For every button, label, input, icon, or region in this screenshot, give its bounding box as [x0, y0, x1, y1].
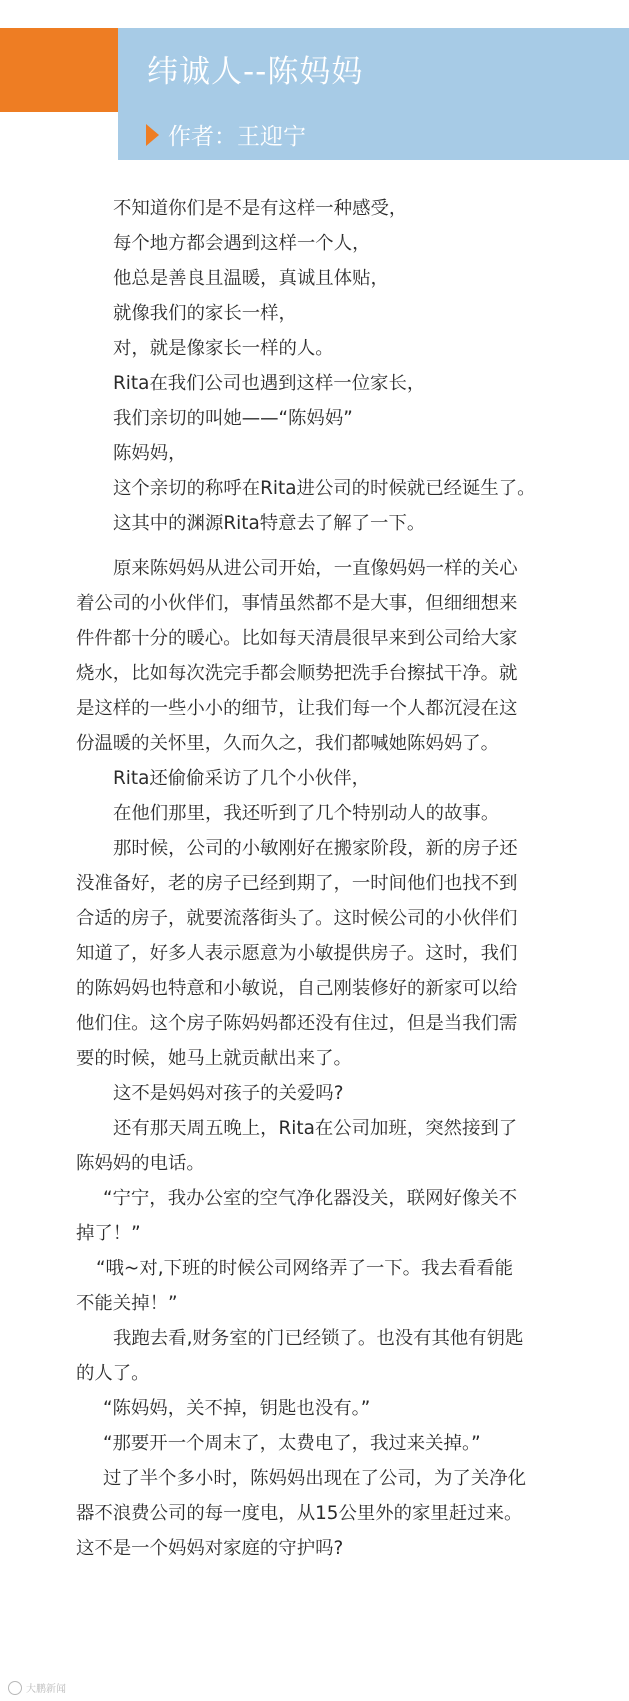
body-line: 原来陈妈妈从进公司开始，一直像妈妈一样的关心	[113, 558, 518, 579]
body-line: 器不浪费公司的每一度电，从15公里外的家里赶过来。	[76, 1503, 523, 1524]
body-line: “哦~对,下班的时候公司网络弄了一下。我去看看能	[96, 1258, 513, 1279]
body-line: 他总是善良且温暖，真诚且体贴，	[113, 268, 389, 289]
body-line: 合适的房子，就要流落街头了。这时候公司的小伙伴们	[76, 908, 518, 929]
body-line: 这不是妈妈对孩子的关爱吗?	[113, 1083, 344, 1104]
watermark-logo-icon	[8, 1681, 22, 1695]
triangle-marker-icon	[146, 124, 159, 146]
body-line: 份温暖的关怀里，久而久之，我们都喊她陈妈妈了。	[76, 733, 499, 754]
body-line: Rita还偷偷采访了几个小伙伴，	[113, 768, 371, 789]
body-line: 掉了！”	[76, 1223, 141, 1244]
body-line: 知道了，好多人表示愿意为小敏提供房子。这时，我们	[76, 943, 518, 964]
body-line: 这个亲切的称呼在Rita进公司的时候就已经诞生了。	[113, 478, 536, 499]
author-label: 作者：王迎宁	[168, 124, 306, 150]
body-line: 不知道你们是不是有这样一种感受，	[113, 198, 408, 219]
body-line: Rita在我们公司也遇到这样一位家长，	[113, 373, 426, 394]
body-line: 那时候，公司的小敏刚好在搬家阶段，新的房子还	[113, 838, 518, 859]
body-line: 件件都十分的暖心。比如每天清晨很早来到公司给大家	[76, 628, 518, 649]
body-line: 就像我们的家长一样，	[113, 303, 297, 324]
body-line: 着公司的小伙伴们，事情虽然都不是大事，但细细想来	[76, 593, 518, 614]
body-line: 烧水，比如每次洗完手都会顺势把洗手台擦拭干净。就	[76, 663, 518, 684]
body-line: “宁宁，我办公室的空气净化器没关，联网好像关不	[103, 1188, 518, 1209]
body-line: 每个地方都会遇到这样一个人，	[113, 233, 371, 254]
body-line: 不能关掉！”	[76, 1293, 178, 1314]
body-line: “陈妈妈，关不掉，钥匙也没有。”	[103, 1398, 371, 1419]
body-line: 的陈妈妈也特意和小敏说，自己刚装修好的新家可以给	[76, 978, 518, 999]
body-line: 我们亲切的叫她——“陈妈妈”	[113, 408, 353, 429]
body-line: 的人了。	[76, 1363, 150, 1384]
body-line: “那要开一个周末了，太费电了，我过来关掉。”	[103, 1433, 481, 1454]
watermark	[8, 1680, 66, 1695]
body-line: 这其中的渊源Rita特意去了解了一下。	[113, 513, 426, 534]
body-line: 这不是一个妈妈对家庭的守护吗?	[76, 1538, 344, 1559]
body-line: 我跑去看,财务室的门已经锁了。也没有其他有钥匙	[113, 1328, 524, 1349]
body-line: 没准备好，老的房子已经到期了，一时间他们也找不到	[76, 873, 518, 894]
body-line: 陈妈妈的电话。	[76, 1153, 205, 1174]
body-line: 过了半个多小时，陈妈妈出现在了公司，为了关净化	[103, 1468, 526, 1489]
watermark-text: 大鹏新闻	[26, 1684, 66, 1695]
body-line: 陈妈妈，	[113, 443, 187, 464]
author-row	[146, 118, 306, 151]
body-line: 对，就是像家长一样的人。	[113, 338, 334, 359]
body-line: 还有那天周五晚上，Rita在公司加班，突然接到了	[113, 1118, 518, 1139]
body-line: 是这样的一些小小的细节，让我们每一个人都沉浸在这	[76, 698, 518, 719]
article-title: 纬诚人--陈妈妈	[147, 54, 364, 90]
body-line: 他们住。这个房子陈妈妈都还没有住过，但是当我们需	[76, 1013, 518, 1034]
body-line: 要的时候，她马上就贡献出来了。	[76, 1048, 352, 1069]
body-line: 在他们那里，我还听到了几个特别动人的故事。	[113, 803, 500, 824]
